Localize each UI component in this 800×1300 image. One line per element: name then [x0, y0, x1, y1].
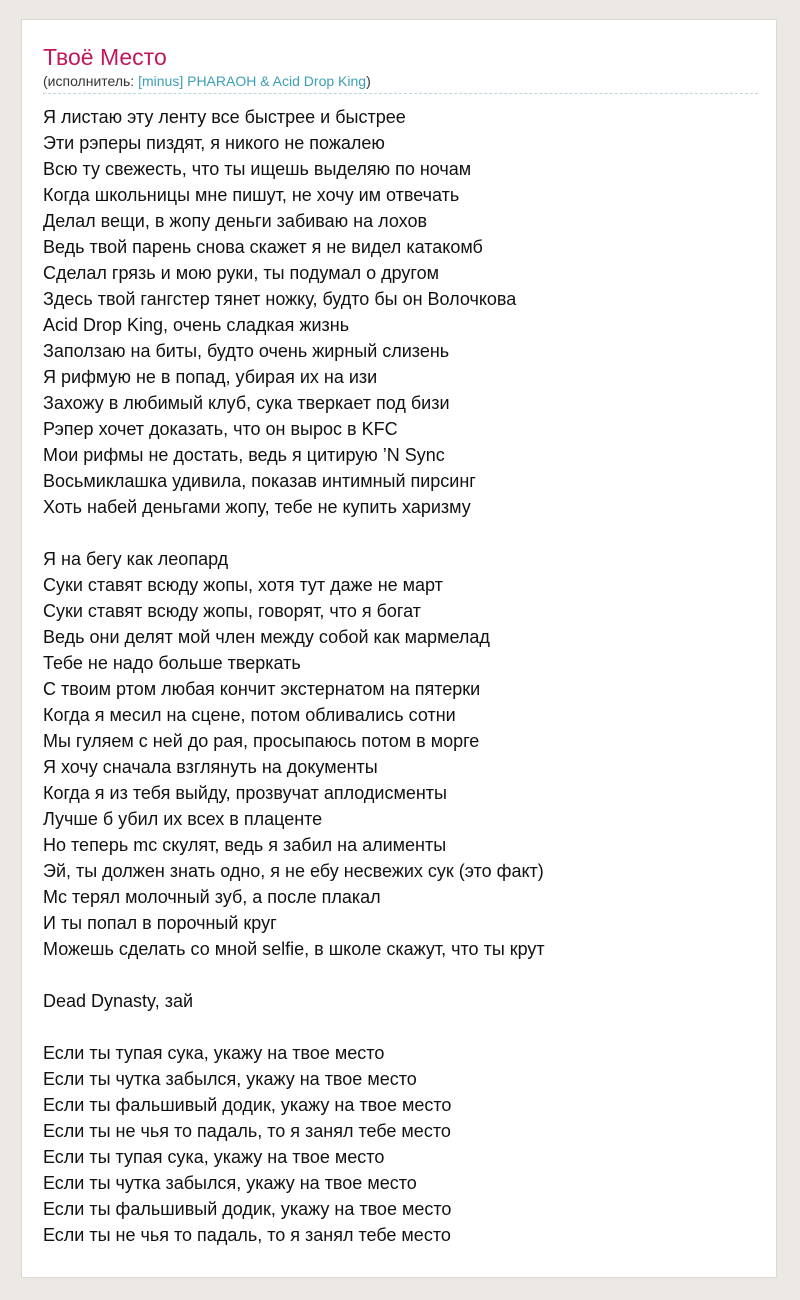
lyric-line: С твоим ртом любая кончит экстернатом на пятерки	[43, 679, 481, 699]
lyrics-stanza	[43, 1040, 763, 1248]
lyric-line: Если ты фальшивый додик, укажу на твое место	[43, 1095, 452, 1115]
lyric-line: Я на бегу как леопард	[43, 549, 229, 569]
lyric-line: Можешь сделать со мной selfie, в школе скажут, что ты крут	[43, 939, 545, 959]
artist-suffix: )	[366, 73, 371, 89]
lyric-line: Когда я месил на сцене, потом обливались сотни	[43, 705, 456, 725]
lyric-line: Мои рифмы не достать, ведь я цитирую ’N Sync	[43, 445, 445, 465]
lyric-line: Когда я из тебя выйду, прозвучат аплодисменты	[43, 783, 447, 803]
lyric-line: Захожу в любимый клуб, сука тверкает под бизи	[43, 393, 450, 413]
artist-link[interactable]: [minus] PHARAOH & Acid Drop King	[138, 73, 367, 89]
lyric-line: Если ты чутка забылся, укажу на твое место	[43, 1069, 417, 1089]
lyric-line: Тебе не надо больше тверкать	[43, 653, 301, 673]
lyric-line: Я хочу сначала взглянуть на документы	[43, 757, 378, 777]
lyric-line: Ведь твой парень снова скажет я не видел катакомб	[43, 237, 483, 257]
lyric-line: Эй, ты должен знать одно, я не ебу несвежих сук (это факт)	[43, 861, 544, 881]
lyric-line: Acid Drop King, очень сладкая жизнь	[43, 315, 350, 335]
lyric-line: Если ты тупая сука, укажу на твое место	[43, 1147, 385, 1167]
lyric-line: Но теперь mc скулят, ведь я забил на алименты	[43, 835, 447, 855]
lyrics-stanza	[43, 104, 763, 520]
lyric-line: Mc терял молочный зуб, а после плакал	[43, 887, 381, 907]
lyric-line: Если ты не чья то падаль, то я занял тебе место	[43, 1121, 451, 1141]
lyric-line: Здесь твой гангстер тянет ножку, будто бы он Волочкова	[43, 289, 517, 309]
lyric-line: Суки ставят всюду жопы, говорят, что я богат	[43, 601, 421, 621]
lyric-line: Делал вещи, в жопу деньги забиваю на лохов	[43, 211, 428, 231]
lyric-line: Эти рэперы пиздят, я никого не пожалею	[43, 133, 385, 153]
lyric-line: Если ты не чья то падаль, то я занял тебе место	[43, 1225, 451, 1245]
lyrics-text	[43, 104, 763, 1274]
artist-prefix: (исполнитель:	[43, 73, 139, 89]
lyric-line: И ты попал в порочный круг	[43, 913, 277, 933]
title-separator	[43, 93, 758, 94]
lyrics-card	[21, 19, 777, 1278]
lyrics-stanza	[43, 546, 763, 962]
lyric-line: Если ты чутка забылся, укажу на твое место	[43, 1173, 417, 1193]
lyric-line: Ведь они делят мой член между собой как мармелад	[43, 627, 490, 647]
artist-line	[43, 72, 371, 90]
lyrics-stanza	[43, 988, 763, 1014]
lyric-line: Сделал грязь и мою руки, ты подумал о другом	[43, 263, 439, 283]
lyric-line: Рэпер хочет доказать, что он вырос в KFC	[43, 419, 398, 439]
lyric-line: Хоть набей деньгами жопу, тебе не купить харизму	[43, 497, 471, 517]
lyric-line: Я рифмую не в попад, убирая их на изи	[43, 367, 378, 387]
lyric-line: Dead Dynasty, зай	[43, 991, 194, 1011]
lyric-line: Суки ставят всюду жопы, хотя тут даже не март	[43, 575, 443, 595]
lyric-line: Заползаю на биты, будто очень жирный слизень	[43, 341, 450, 361]
lyric-line: Лучше б убил их всех в плаценте	[43, 809, 323, 829]
song-title: Твоё Место	[43, 44, 167, 70]
lyric-line: Восьмиклашка удивила, показав интимный пирсинг	[43, 471, 476, 491]
lyric-line: Всю ту свежесть, что ты ищешь выделяю по ночам	[43, 159, 472, 179]
lyric-line: Мы гуляем с ней до рая, просыпаюсь потом в морге	[43, 731, 480, 751]
lyric-line: Если ты тупая сука, укажу на твое место	[43, 1043, 385, 1063]
lyric-line: Я листаю эту ленту все быстрее и быстрее	[43, 107, 406, 127]
lyric-line: Если ты фальшивый додик, укажу на твое место	[43, 1199, 452, 1219]
lyric-line: Когда школьницы мне пишут, не хочу им отвечать	[43, 185, 460, 205]
